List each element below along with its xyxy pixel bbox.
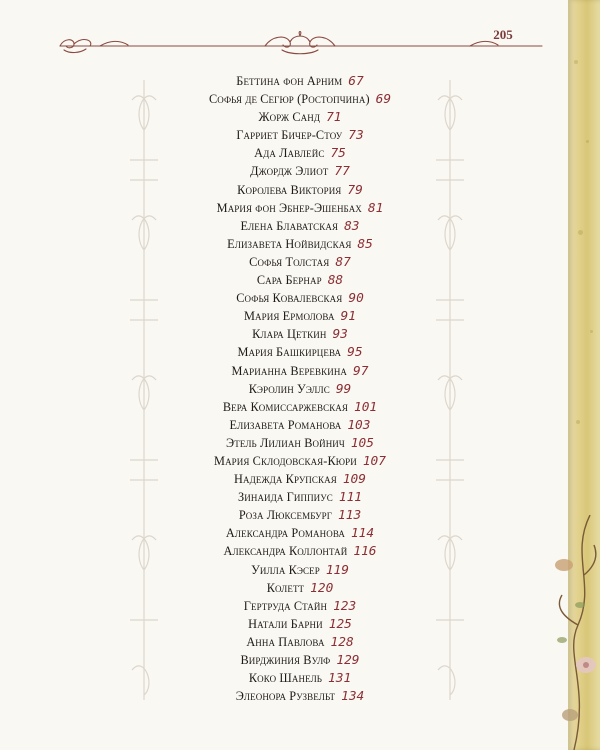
toc-entry-name: Софья Толстая bbox=[249, 254, 330, 269]
toc-entry-page-number: 120 bbox=[310, 580, 334, 596]
toc-entry-name: Софья де Сегюр (Ростопчина) bbox=[208, 92, 370, 107]
toc-entry-page-number: 75 bbox=[330, 146, 346, 162]
toc-entry bbox=[140, 362, 460, 380]
toc-entry-name: Мария фон Эбнер-Эшенбах bbox=[216, 200, 362, 215]
toc-entry-name: Королева Виктория bbox=[237, 182, 342, 197]
toc-entry-name: Коко Шанель bbox=[248, 671, 323, 686]
toc-entry-page-number: 119 bbox=[325, 562, 349, 578]
toc-entry-name: Натали Барни bbox=[248, 616, 323, 631]
toc-entry bbox=[140, 398, 460, 416]
toc-entry-name: Ада Лавлейс bbox=[254, 146, 325, 161]
toc-entry-name: Елизавета Романова bbox=[229, 417, 342, 432]
toc-entry-name: Беттина фон Арним bbox=[236, 74, 343, 88]
toc-entry-name: Уилла Кэсер bbox=[251, 562, 320, 577]
toc-entry-name: Колетт bbox=[266, 580, 305, 595]
toc-entry-page-number: 83 bbox=[344, 218, 360, 234]
toc-entry bbox=[140, 108, 460, 126]
toc-entry-page-number: 67 bbox=[348, 74, 364, 89]
toc-entry bbox=[140, 470, 460, 488]
toc-entry bbox=[140, 416, 460, 434]
toc-entry bbox=[140, 181, 460, 199]
toc-entry bbox=[140, 162, 460, 180]
toc-entry-page-number: 107 bbox=[362, 453, 386, 469]
toc-entry-page-number: 95 bbox=[347, 345, 363, 361]
toc-entry-name: Зинаида Гиппиус bbox=[238, 490, 333, 505]
toc-entry-page-number: 131 bbox=[328, 671, 352, 687]
toc-entry-page-number: 134 bbox=[341, 689, 365, 705]
toc-entry-name: Гарриет Бичер-Стоу bbox=[236, 128, 343, 143]
toc-entry bbox=[140, 90, 460, 108]
toc-entry-page-number: 88 bbox=[327, 273, 344, 289]
toc-entry-name: Александра Коллонтай bbox=[223, 544, 348, 559]
toc-entry bbox=[140, 217, 460, 235]
toc-entry-name: Мария Башкирцева bbox=[237, 345, 342, 360]
page-number: 205 bbox=[493, 27, 513, 42]
toc-entry bbox=[140, 235, 460, 253]
toc-entry bbox=[140, 524, 460, 542]
toc-entry-name: Кэролин Уэллс bbox=[248, 381, 330, 396]
toc-entry-name: Сара Бернар bbox=[256, 273, 322, 288]
scroll-vine-ornament-icon bbox=[50, 28, 550, 58]
toc-entry bbox=[140, 633, 460, 651]
toc-entry bbox=[140, 687, 460, 705]
toc-entry-name: Елена Блаватская bbox=[240, 218, 339, 233]
toc-entry bbox=[140, 343, 460, 361]
toc-entry bbox=[140, 199, 460, 217]
toc-entry-name: Мария Ермолова bbox=[244, 309, 335, 324]
toc-entry bbox=[140, 380, 460, 398]
toc-entry bbox=[140, 542, 460, 560]
floral-vine-decoration-icon bbox=[550, 515, 600, 750]
toc-entry bbox=[140, 289, 460, 307]
toc-entry bbox=[140, 126, 460, 144]
toc-entry bbox=[140, 669, 460, 687]
toc-entry bbox=[140, 72, 460, 90]
toc-entry bbox=[140, 144, 460, 162]
toc-entry-name: Мария Склодовская-Кюри bbox=[214, 453, 357, 468]
toc-entry-name: Елизавета Нойвидская bbox=[227, 236, 352, 251]
toc-entry bbox=[140, 561, 460, 579]
toc-entry-name: Александра Романова bbox=[225, 526, 345, 541]
toc-entry bbox=[140, 271, 460, 289]
toc-entry-name: Вера Комиссаржевская bbox=[222, 399, 349, 414]
toc-entry bbox=[140, 488, 460, 506]
toc-entry bbox=[140, 651, 460, 669]
toc-entry-name: Вирджиния Вулф bbox=[240, 653, 331, 667]
toc-entry-page-number: 111 bbox=[338, 490, 362, 506]
toc-entry bbox=[140, 325, 460, 343]
toc-entry-page-number: 91 bbox=[340, 309, 356, 325]
toc-entry-page-number: 128 bbox=[330, 634, 354, 650]
toc-entry-page-number: 99 bbox=[335, 381, 352, 397]
toc-entry bbox=[140, 506, 460, 524]
toc-entry-name: Жорж Санд bbox=[258, 110, 321, 125]
toc-entry bbox=[140, 434, 460, 452]
toc-entry-page-number: 103 bbox=[347, 417, 371, 433]
toc-entry-name: Анна Павлова bbox=[246, 634, 325, 649]
toc-entry-page-number: 69 bbox=[375, 92, 392, 108]
toc-entry-name: Надежда Крупская bbox=[234, 472, 337, 487]
toc-entry-name: Клара Цеткин bbox=[252, 327, 327, 342]
toc-entry bbox=[140, 579, 460, 597]
toc-entry-page-number: 114 bbox=[350, 526, 375, 542]
toc-entry-page-number: 93 bbox=[332, 327, 348, 343]
toc-entry bbox=[140, 615, 460, 633]
toc-entry-page-number: 71 bbox=[326, 110, 342, 126]
toc-entry-page-number: 79 bbox=[347, 182, 363, 198]
toc-entry bbox=[140, 307, 460, 325]
toc-entry-name: Роза Люксембург bbox=[238, 508, 333, 523]
table-of-contents bbox=[140, 72, 460, 705]
toc-entry-page-number: 85 bbox=[357, 236, 373, 252]
toc-entry-page-number: 116 bbox=[353, 544, 377, 560]
toc-entry-name: Этель Лилиан Войнич bbox=[226, 435, 345, 450]
toc-entry-page-number: 90 bbox=[348, 291, 364, 307]
toc-entry-page-number: 97 bbox=[353, 363, 369, 379]
toc-entry bbox=[140, 253, 460, 271]
toc-entry bbox=[140, 597, 460, 615]
toc-entry-page-number: 87 bbox=[335, 254, 351, 270]
toc-entry-page-number: 77 bbox=[334, 164, 350, 180]
toc-entry-page-number: 109 bbox=[342, 472, 366, 488]
toc-entry-page-number: 113 bbox=[338, 508, 362, 524]
toc-entry-name: Софья Ковалевская bbox=[236, 291, 343, 306]
toc-entry-name: Джордж Элиот bbox=[250, 164, 329, 179]
toc-entry-name: Элеонора Рузвельт bbox=[235, 689, 336, 704]
toc-entry-name: Гертруда Стайн bbox=[243, 598, 328, 613]
toc-entry-name: Марианна Веревкина bbox=[231, 363, 348, 378]
toc-entry bbox=[140, 452, 460, 470]
toc-entry-page-number: 129 bbox=[336, 653, 360, 668]
toc-entry-page-number: 125 bbox=[328, 616, 352, 632]
toc-entry-page-number: 73 bbox=[348, 128, 364, 144]
toc-entry-page-number: 81 bbox=[367, 200, 384, 216]
toc-entry-page-number: 105 bbox=[350, 435, 374, 451]
toc-entry-page-number: 101 bbox=[354, 399, 378, 415]
toc-entry-page-number: 123 bbox=[333, 598, 357, 614]
